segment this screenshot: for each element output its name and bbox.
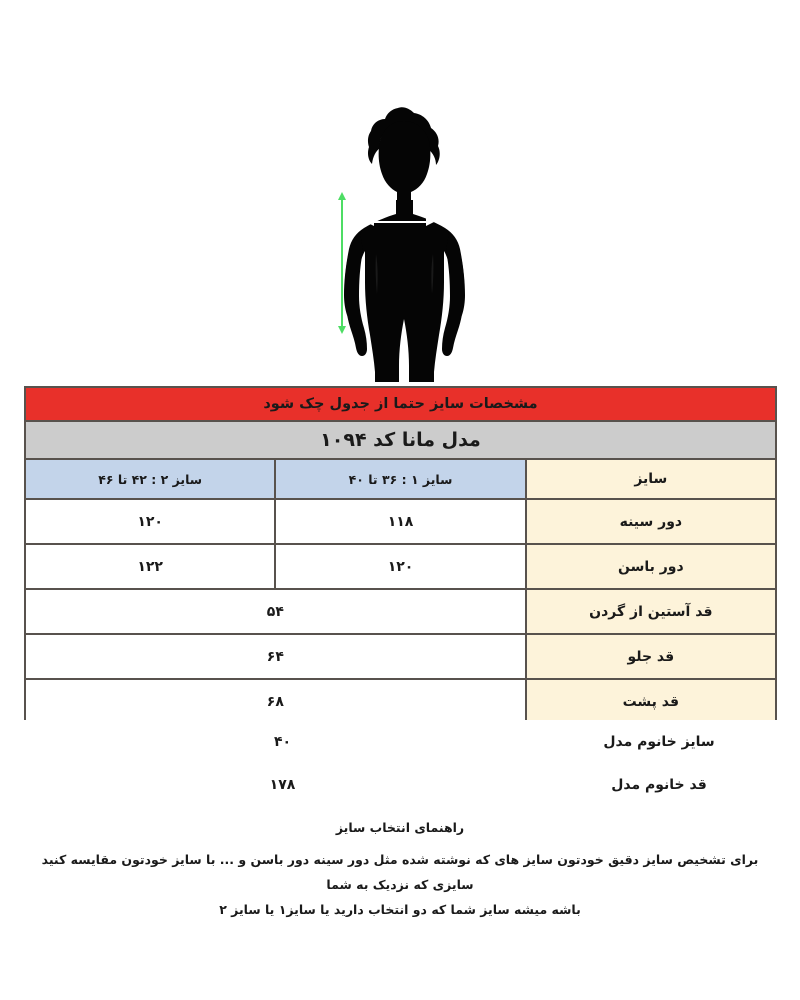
model-info-value-size: ۴۰ <box>24 720 541 763</box>
size-guide-title: راهنمای انتخاب سایز <box>335 820 465 835</box>
table-header-row <box>25 459 776 499</box>
table-banner-row <box>25 387 776 421</box>
row-value-bust-size2: ۱۲۰ <box>25 499 275 544</box>
row-value-front-length: ۶۴ <box>25 634 526 679</box>
model-info-label-size: سایز خانوم مدل <box>541 720 777 763</box>
size-guide-line-1: برای تشخیص سایز دقیق خودتون سایز های که نوشته شده مثل دور سینه دور باسن و ... با سایز خودتون مقایسه کنید سایزی که نزدیک به شما <box>41 852 759 892</box>
size-guide-section <box>20 818 780 922</box>
row-label-hips: دور باسن <box>526 544 776 589</box>
size-check-banner: مشخصات سایز حتما از جدول چک شود <box>25 387 776 421</box>
column-header-size-label: سایز <box>526 459 776 499</box>
table-row <box>25 589 776 634</box>
row-value-hips-size2: ۱۲۲ <box>25 544 275 589</box>
row-value-hips-size1: ۱۲۰ <box>275 544 525 589</box>
front-length-measure-arrow-icon <box>336 192 348 334</box>
table-row <box>25 499 776 544</box>
row-label-bust: دور سینه <box>526 499 776 544</box>
size-chart-table <box>24 386 777 725</box>
row-label-sleeve-from-neck: قد آستین از گردن <box>526 589 776 634</box>
row-label-front-length: قد جلو <box>526 634 776 679</box>
chest-width-measure-arrow-icon <box>366 214 434 230</box>
column-header-size-2: سایز ۲ : ۴۲ تا ۴۶ <box>25 459 275 499</box>
table-row <box>25 634 776 679</box>
column-header-size-1: سایز ۱ : ۳۶ تا ۴۰ <box>275 459 525 499</box>
model-info-row <box>24 720 777 763</box>
model-info-value-height: ۱۷۸ <box>24 763 541 806</box>
table-row <box>25 679 776 724</box>
size-guide-line-2: باشه میشه سایز شما که دو انتخاب دارید یا سایز۱ یا سایز ۲ <box>219 902 581 917</box>
model-info-label-height: قد خانوم مدل <box>541 763 777 806</box>
table-model-title-row <box>25 421 776 459</box>
row-value-bust-size1: ۱۱۸ <box>275 499 525 544</box>
table-row <box>25 544 776 589</box>
model-code-title: مدل مانا کد ۱۰۹۴ <box>25 421 776 459</box>
model-info-row <box>24 763 777 806</box>
row-value-back-length: ۶۸ <box>25 679 526 724</box>
row-value-sleeve-from-neck: ۵۴ <box>25 589 526 634</box>
model-figure-area <box>0 0 800 382</box>
row-label-back-length: قد پشت <box>526 679 776 724</box>
model-info-table <box>24 720 777 806</box>
